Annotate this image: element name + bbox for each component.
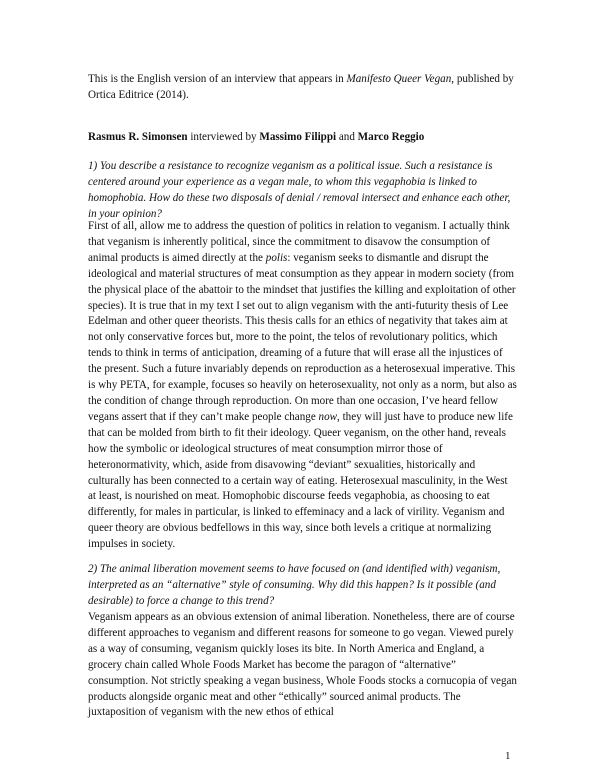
- answer-1-polis: polis: [265, 251, 288, 264]
- question-1: 1) You describe a resistance to recognize veganism as a political issue. Such a resistance is centered around your experience as a vegan male, to whom this vegaphobia is linked to homophobia. How do these two disposals of denial / removal intersect and enhance each other, in your opinion?: [88, 160, 511, 220]
- answer-1-part-3: , they will just have to produce new life that can be molded from birth to fit their ideology. Queer veganism, on the other hand, reveals how the symbolic or ideological structures of meat consumption mirror those of heteronormativity, which, aside from disavowing “deviant” sexualities, historically and culturally has been connected to a certain way of eating. Heterosexual masculinity, in the West at least, is nourished on meat. Homophobic discourse feeds vegaphobia, as choosing to eat differently, for males in particular, is linked to effeminacy and a lack of virility. Veganism and queer theory are obvious bedfellows in this way, since both levels a critique at normalizing impulses in society.: [88, 410, 513, 551]
- page-number: 1: [505, 750, 511, 762]
- byline-and: and: [336, 131, 358, 143]
- byline-subject: Rasmus R. Simonsen: [88, 131, 188, 143]
- answer-2: Veganism appears as an obvious extension of animal liberation. Nonetheless, there are of course different approaches to veganism and different reasons for someone to go vegan. Viewed purely as a way of consuming, veganism quickly loses its bite. In North America and England, a grocery chain called Whole Foods Market has become the paragon of “alternative” consumption. Not strictly speaking a vegan business, Whole Foods stocks a cornucopia of vegan products alongside organic meat and other “ethically” sourced animal products. The juxtaposition of veganism with the new ethos of ethical: [88, 611, 517, 719]
- book-title: Manifesto Queer Vegan: [346, 73, 452, 85]
- answer-1-now: now: [318, 410, 338, 423]
- question-2: 2) The animal liberation movement seems to have focused on (and identified with) veganism, interpreted as an “alternative” style of consuming. Why did this happen? Is it possible (and desirable) to force a change to this trend?: [88, 563, 501, 607]
- byline-interviewed-by: interviewed by: [187, 131, 260, 143]
- byline-interviewer-2: Marco Reggio: [357, 131, 425, 143]
- answer-1-part-2: : veganism seeks to dismantle and disrupt the ideological and material structures of meat consumption as they appear in modern society (from the physical place of the abattoir to the mindset that justifies the killing and exploitation of other species). It is true that in my text I set out to align veganism with the anti-futurity thesis of Lee Edelman and other queer theorists. This thesis calls for an ethics of negativity that takes aim at not only conservative forces but, more to the point, the telos of revolutionary politics, which tends to think in terms of anticipation, dreaming of a future that will erase all the injustices of the present. Such a future invariably depends on reproduction as a heterosexual imperative. This is why PETA, for example, focuses so heavily on heterosexuality, not only as a norm, but also as the condition of change through reproduction. On more than one occasion, I’ve heard fellow vegans assert that if they can’t make people change: [88, 251, 517, 423]
- answer-1-part-1: First of all, allow me to address the question of politics in relation to veganism. I actually think that veganism is inherently political, since the commitment to disavow the consumption of animal products is aimed directly at the: [88, 220, 510, 264]
- byline: [88, 130, 518, 146]
- intro-text-before: This is the English version of an interview that appears in: [88, 73, 347, 85]
- byline-interviewer-1: Massimo Filippi: [259, 131, 337, 143]
- intro-text-after: , published by Ortica Editrice (2014).: [88, 73, 514, 101]
- answer-1: [88, 219, 518, 553]
- intro-paragraph: [88, 72, 518, 104]
